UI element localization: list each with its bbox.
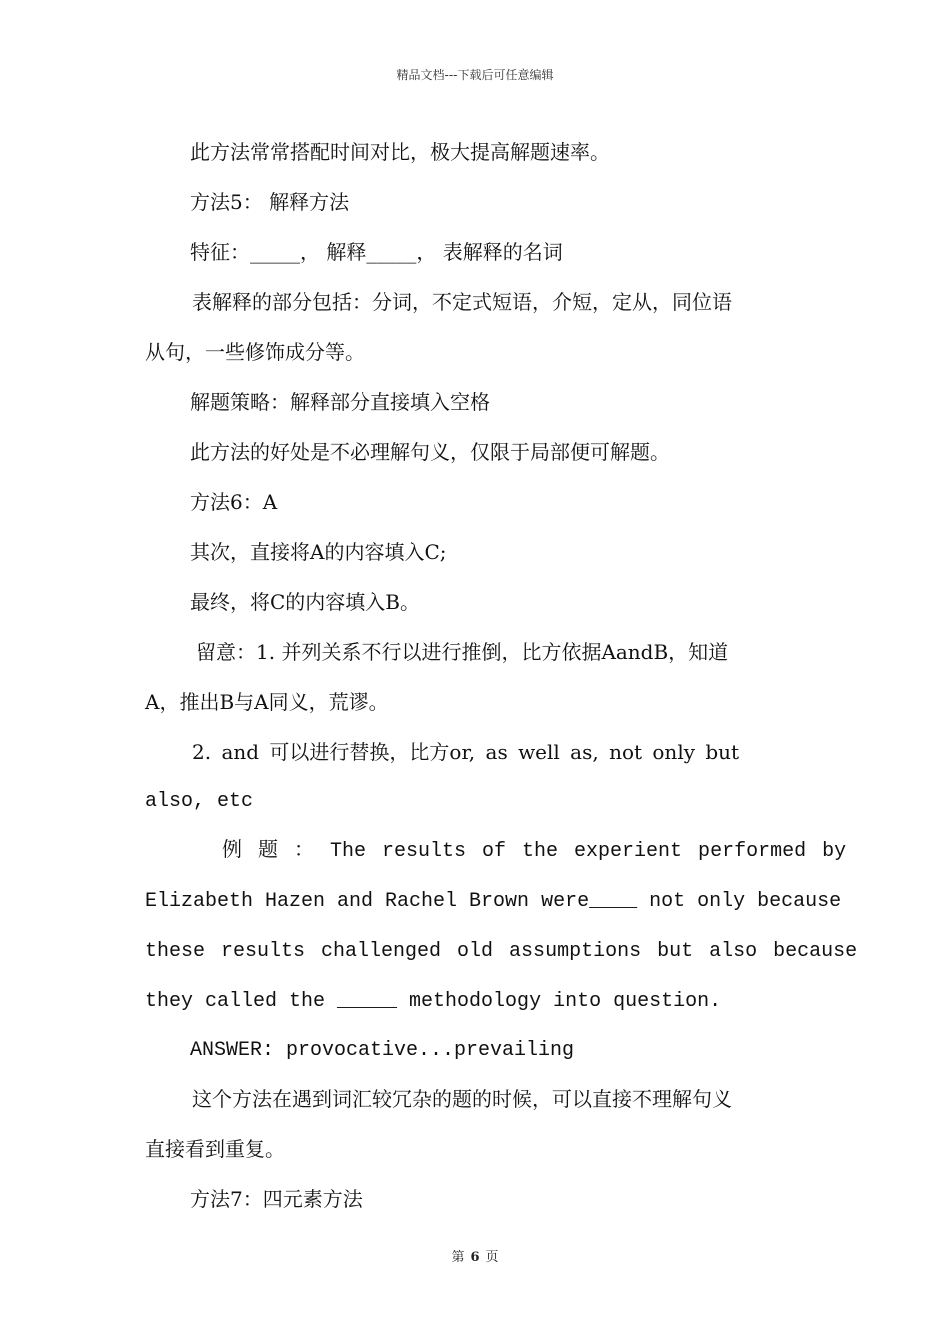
paragraph-line: also, etc xyxy=(145,790,254,813)
method-5-heading: 方法5： 解释方法 xyxy=(190,190,350,214)
method-7-heading: 方法7：四元素方法 xyxy=(190,1187,363,1211)
paragraph-line: 从句，一些修饰成分等。 xyxy=(145,340,365,364)
paragraph-line: 解题策略：解释部分直接填入空格 xyxy=(190,390,490,414)
paragraph-line: 直接看到重复。 xyxy=(145,1137,285,1161)
paragraph-line: 这个方法在遇到词汇较冗杂的题的时候，可以直接不理解句义 xyxy=(192,1087,732,1111)
paragraph-line: 最终，将C的内容填入B。 xyxy=(190,590,420,614)
method-6-heading: 方法6：A xyxy=(190,490,278,514)
example-line: Elizabeth Hazen and Rachel Brown were____ not only because xyxy=(145,890,842,913)
paragraph-line: 特征：_____， 解释_____， 表解释的名词 xyxy=(190,240,563,264)
paragraph-line: 2. and 可以进行替换，比方or, as well as, not only but xyxy=(192,740,740,764)
example-line: these results challenged old assumptions but also because xyxy=(145,940,858,963)
page-number: 6 xyxy=(470,1250,480,1265)
page-label-suffix: 页 xyxy=(485,1250,499,1265)
page-label-prefix: 第 xyxy=(451,1250,465,1265)
page-footer xyxy=(0,1246,950,1265)
paragraph-line: 其次，直接将A的内容填入C; xyxy=(190,540,447,564)
page-header: 精品文档---下载后可任意编辑 xyxy=(396,68,554,82)
answer-line: ANSWER: provocative...prevailing xyxy=(190,1039,575,1062)
paragraph-line: 留意：1. 并列关系不行以进行推倒，比方依据AandB，知道 xyxy=(196,640,729,664)
paragraph-line: 表解释的部分包括：分词，不定式短语，介短，定从，同位语 xyxy=(192,290,732,314)
paragraph-line: 此方法的好处是不必理解句义，仅限于局部便可解题。 xyxy=(190,440,670,464)
paragraph-line: A，推出B与A同义，荒谬。 xyxy=(145,690,389,714)
example-line: they called the _____ methodology into question. xyxy=(145,990,722,1013)
example-line: 例 题 ： The results of the experient performed by xyxy=(222,840,847,863)
paragraph-line: 此方法常常搭配时间对比，极大提高解题速率。 xyxy=(190,140,610,164)
